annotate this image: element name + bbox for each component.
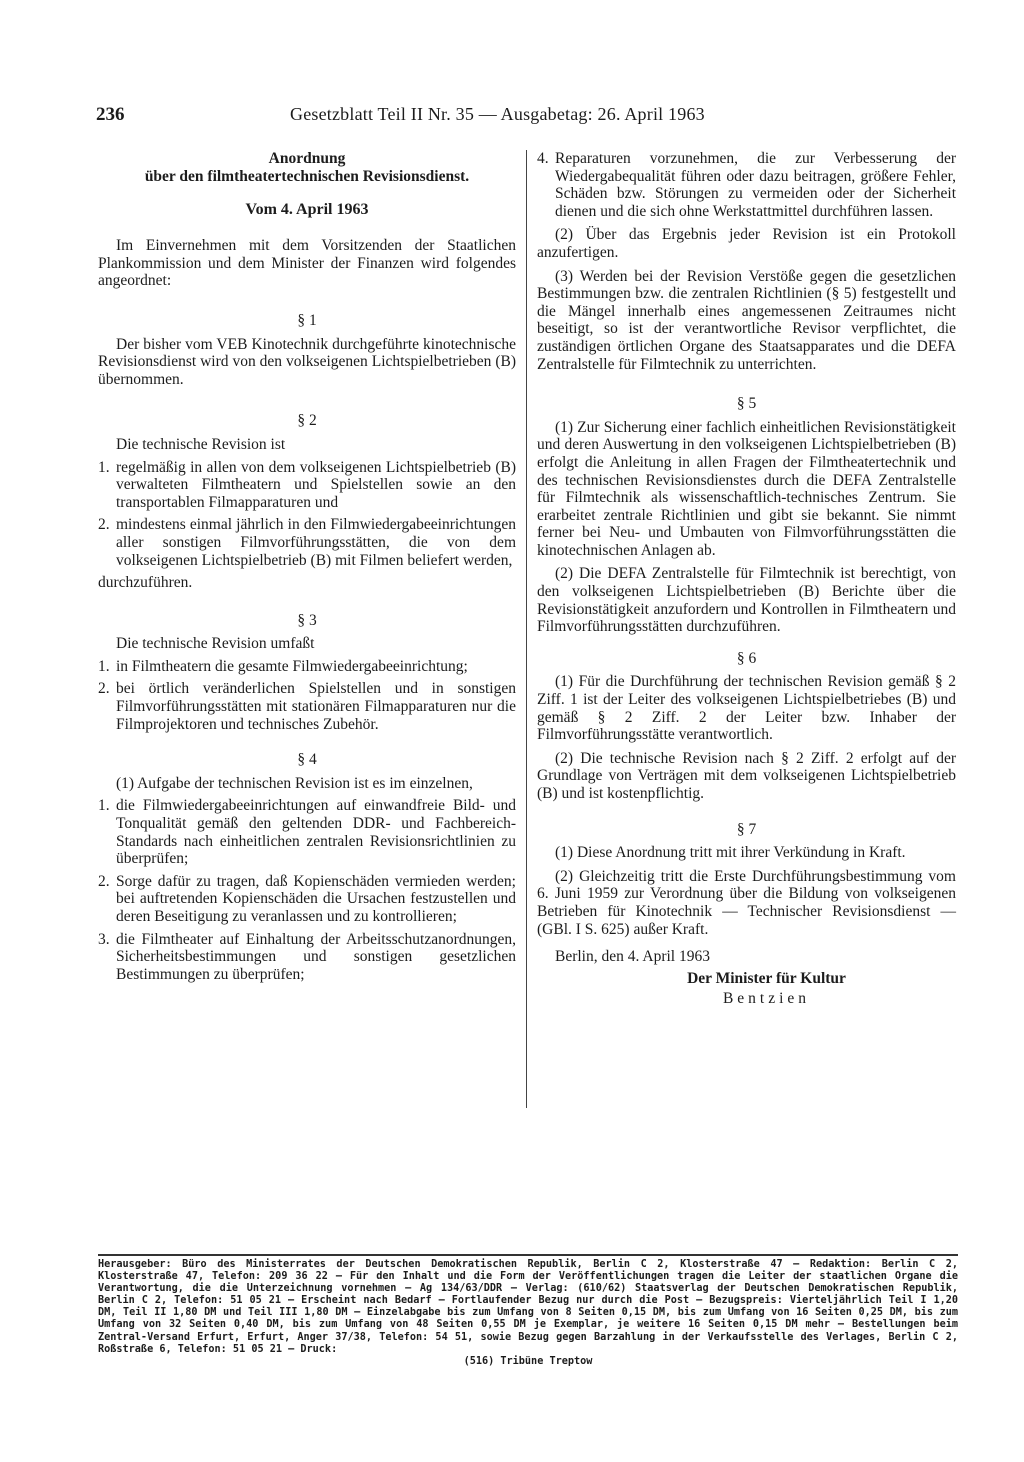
section-7-heading: § 7 — [736, 820, 757, 838]
printer-line: (516) Tribüne Treptow — [463, 1355, 593, 1367]
list-item — [98, 797, 516, 867]
section-4-intro: (1) Aufgabe der technischen Revision ist es im einzelnen, — [116, 774, 473, 792]
left-column — [98, 150, 516, 983]
list-item — [98, 931, 516, 984]
document-title-line2: über den filmtheatertechnischen Revisionsdienst. — [144, 167, 470, 185]
section-7-paragraph-1: (1) Diese Anordnung tritt mit ihrer Verkündung in Kraft. — [555, 844, 906, 862]
signatory-name: Bentzien — [722, 989, 811, 1007]
section-7-paragraph-2: (2) Gleichzeitig tritt die Erste Durchführungsbestimmung vom 6. Juni 1959 zur Verordnung über die Bildung von volkseigenen Betrieben für Kinotechnik — Technischer Revisionsdienst — (GBl. I S. 625) außer Kraft. — [537, 867, 956, 938]
list-item-text: regelmäßig in allen von dem volkseigenen Lichtspielbetrieb (B) verwalteten Filmtheatern und Spielstellen sowie an den transportablen Filmapparaturen und — [116, 458, 516, 511]
document-title-line1: Anordnung — [268, 150, 346, 167]
list-item-number: 4. — [537, 150, 549, 167]
preamble: Im Einvernehmen mit dem Vorsitzenden der Staatlichen Plankommission und dem Minister der Finanzen wird folgendes angeordnet: — [98, 237, 516, 290]
section-3-intro: Die technische Revision umfaßt — [116, 635, 315, 653]
section-3-heading: § 3 — [297, 611, 317, 629]
list-item-number: 2. — [98, 872, 110, 890]
list-item — [98, 658, 516, 676]
list-item-text: mindestens einmal jährlich in den Filmwiedergabeeinrichtungen aller sonstigen Filmvorführungsstätten, die von dem volkseigenen Lichtspielbetrieb (B) mit Filmen beliefert werden, — [116, 516, 516, 569]
document-date: Vom 4. April 1963 — [245, 201, 369, 219]
section-1-text: Der bisher vom VEB Kinotechnik durchgeführte kinotechnische Revisionsdienst wird von den volkseigenen Lichtspielbetrieben (B) übernommen. — [98, 335, 516, 388]
list-item-number: 1. — [98, 458, 110, 476]
section-5-paragraph-1: (1) Zur Sicherung einer fachlich einheitlichen Revisionstätigkeit und deren Auswertung in den volkseigenen Lichtspielbetrieben (B) erfolgt die Anleitung in allen Fragen der Filmtheatertechnik und des technischen Revisionsdienstes durch die DEFA Zentralstelle für Filmtechnik als wissenschaftlich-technisches Zentrum. Sie erarbeitet zentrale Richtlinien und gibt sie bekannt. Sie nimmt ferner bei Neu- und Umbauten von Filmvorführungsstätten die kinotechnischen Anlagen ab. — [537, 418, 956, 559]
footer-divider — [98, 1254, 958, 1256]
list-item-text: Sorge dafür zu tragen, daß Kopienschäden vermieden werden; bei auftretenden Kopienschäden die Ursachen festzustellen und deren Beseitigung zu veranlassen und zu kontrollieren; — [116, 872, 516, 925]
section-4-heading: § 4 — [297, 751, 317, 769]
list-item-text: die Filmtheater auf Einhaltung der Arbeitsschutzanordnungen, Sicherheitsbestimmungen und sonstigen gesetzlichen Bestimmungen zu überprüfen; — [116, 930, 516, 983]
list-item-text: in Filmtheatern die gesamte Filmwiedergabeeinrichtung; — [116, 657, 468, 675]
section-6-paragraph-2: (2) Die technische Revision nach § 2 Ziff. 2 erfolgt auf der Grundlage von Verträgen mit dem volkseigenen Lichtspielbetrieb (B) und ist kostenpflichtig. — [537, 749, 956, 802]
list-item — [537, 150, 956, 220]
imprint-footer — [98, 1259, 958, 1368]
list-item-number: 2. — [98, 680, 110, 698]
section-5-heading: § 5 — [736, 395, 757, 413]
list-item-number: 2. — [98, 516, 110, 534]
list-item — [98, 516, 516, 569]
running-header: Gesetzblatt Teil II Nr. 35 — Ausgabetag: 26. April 1963 — [290, 104, 705, 124]
list-item-text: bei örtlich veränderlichen Spielstellen und in sonstigen Filmvorführungsstätten mit stationären Filmapparaturen nur die Filmprojektoren und technisches Zubehör. — [116, 680, 516, 733]
section-4-paragraph-2: (2) Über das Ergebnis jeder Revision ist ein Protokoll anzufertigen. — [537, 226, 956, 261]
imprint-text: Herausgeber: Büro des Ministerrates der Deutschen Demokratischen Republik, Berlin C 2, Klosterstraße 47 — Redaktion: Berlin C 2, Klosterstraße 47, Telefon: 209 36 22 — Für den Inhalt und die Form der Veröffentlichungen tragen die Leiter der staatlichen Organe die Verantwortung, die die Unterzeichnung vornehmen — Ag 134/63/DDR — Verlag: (610/62) Staatsverlag der Deutschen Demokratischen Republik, Berlin C 2, Telefon: 51 05 21 — Erscheint nach Bedarf — Fortlaufender Bezug nur durch die Post — Bezugspreis: Vierteljährlich Teil I 1,20 DM, Teil II 1,80 DM und Teil III 1,80 DM — Einzelabgabe bis zum Umfang von 8 Seiten 0,15 DM, bis zum Umfang von 16 Seiten 0,25 DM, bis zum Umfang von 32 Seiten 0,40 DM, bis zum Umfang von 48 Seiten 0,55 DM je Exemplar, je weitere 16 Seiten 0,15 DM mehr — Bestellungen beim Zentral-Versand Erfurt, Erfurt, Anger 37/38, Telefon: 54 51, sowie Bezug gegen Barzahlung in der Verkaufsstelle des Verlages, Berlin C 2, Roßstraße 6, Telefon: 51 05 21 — Druck: — [98, 1259, 958, 1355]
list-item — [98, 459, 516, 512]
section-6-heading: § 6 — [736, 649, 757, 667]
list-item-number: 1. — [98, 797, 110, 815]
section-2-intro: Die technische Revision ist — [116, 435, 286, 453]
column-divider — [526, 150, 527, 1108]
section-4-paragraph-3: (3) Werden bei der Revision Verstöße gegen die gesetzlichen Bestimmungen bzw. die zentralen Richtlinien (§ 5) festgestellt und die Mängel innerhalb eines angemessenen Zeitraumes nicht beseitigt, so ist der verantwortliche Revisor verpflichtet, die zuständigen örtlichen Organe des Staatsapparates und die DEFA Zentralstelle für Filmtechnik zu unterrichten. — [537, 267, 956, 373]
right-column — [537, 150, 956, 1008]
page-number: 236 — [96, 104, 125, 125]
list-item — [98, 680, 516, 733]
list-item-number: 3. — [98, 930, 110, 948]
section-1-heading: § 1 — [297, 311, 317, 329]
section-6-paragraph-1: (1) Für die Durchführung der technischen Revision gemäß § 2 Ziff. 1 ist der Leiter des volkseigenen Lichtspielbetriebes (B) und gemäß § 2 Ziff. 2 der Leiter bzw. Inhaber der Filmvorführungsstätte verantwortlich. — [537, 673, 956, 744]
list-item-text: Reparaturen vorzunehmen, die zur Verbesserung der Wiedergabequalität führen oder dazu beitragen, größere Fehler, Schäden bzw. Störungen zu vermeiden oder der Sicherheit dienen und die sich ohne Werkstattmittel durchführen lassen. — [555, 150, 956, 220]
section-5-paragraph-2: (2) Die DEFA Zentralstelle für Filmtechnik ist berechtigt, von den volkseigenen Lichtspielbetrieben (B) Berichte über die Revisionstätigkeit anzufordern und Kontrollen in Filmtheatern und Filmvorführungsstätten durchzuführen. — [537, 565, 956, 636]
section-2-closing: durchzuführen. — [98, 574, 193, 592]
list-item-text: die Filmwiedergabeeinrichtungen auf einwandfreie Bild- und Tonqualität gemäß den geltenden DDR- und Fachbereich-Standards nach einheitlichen zentralen Revisionsrichtlinien zu überprüfen; — [116, 797, 516, 868]
list-item — [98, 873, 516, 926]
list-item-number: 1. — [98, 657, 110, 675]
signatory-title: Der Minister für Kultur — [687, 969, 846, 987]
section-2-heading: § 2 — [297, 412, 317, 430]
place-date: Berlin, den 4. April 1963 — [555, 948, 710, 966]
